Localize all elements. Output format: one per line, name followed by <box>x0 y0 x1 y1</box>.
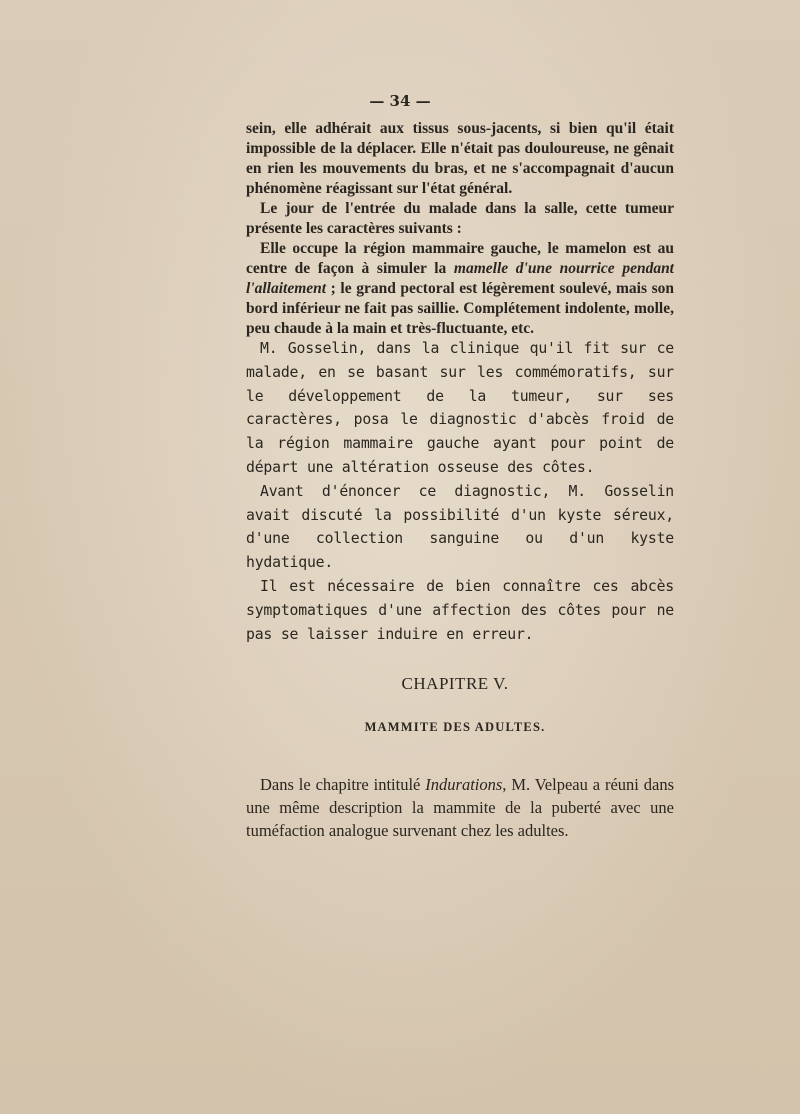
body-text-block-2 <box>246 337 674 646</box>
paragraph-text: Elle occupe la région mammaire gauche, le mamelon est au centre de façon à simuler la <box>246 240 674 277</box>
page-number: — 34 — <box>369 92 431 110</box>
paragraph: Il est nécessaire de bien connaître ces abcès symptomatiques d'une affection des côtes pour ne pas se laisser induire en erreur. <box>246 577 674 643</box>
paragraph: sein, elle adhérait aux tissus sous-jacents, si bien qu'il était impossible de la déplacer. Elle n'était pas douloureuse, ne gênait en rien les mouvements du bras, et ne s'accompagnait d'aucun phénomène réagissant sur l'état général. <box>246 120 674 197</box>
body-text-block-1 <box>246 119 674 339</box>
paragraph <box>246 773 674 843</box>
chapter-title: CHAPITRE V. <box>401 674 509 693</box>
italic-quote: mamelle d'une nourrice pendant l'allaitement <box>246 260 674 297</box>
paragraph <box>246 239 674 339</box>
paragraph: M. Gosselin, dans la clinique qu'il fit sur ce malade, en se basant sur les commémoratifs, sur le développement de la tumeur, sur ses caractères, posa le diagnostic d'abcès froid de la région mammaire gauche ayant pour point de départ une altération osseuse des côtes. <box>246 340 674 476</box>
chapter-subtitle: MAMMITE DES ADULTES. <box>364 720 546 734</box>
body-text-block-3 <box>246 773 674 843</box>
paragraph-text: ; le grand pectoral est légèrement soulevé, mais son bord inférieur ne fait pas saillie. Complétement indolente, molle, peu chaude à la main et très-fluctuante, etc. <box>246 280 674 337</box>
paragraph-text: Dans le chapitre intitulé <box>260 775 426 794</box>
italic-term: Indurations <box>425 775 503 794</box>
paragraph-text: , M. Velpeau a réuni dans une même description la mammite de la puberté avec une tuméfaction analogue survenant chez les adultes. <box>246 775 674 841</box>
paragraph: Le jour de l'entrée du malade dans la salle, cette tumeur présente les caractères suivants : <box>246 200 674 237</box>
paragraph: Avant d'énoncer ce diagnostic, M. Gosselin avait discuté la possibilité d'un kyste séreux, d'une collection sanguine ou d'un kyste hydatique. <box>246 482 674 572</box>
